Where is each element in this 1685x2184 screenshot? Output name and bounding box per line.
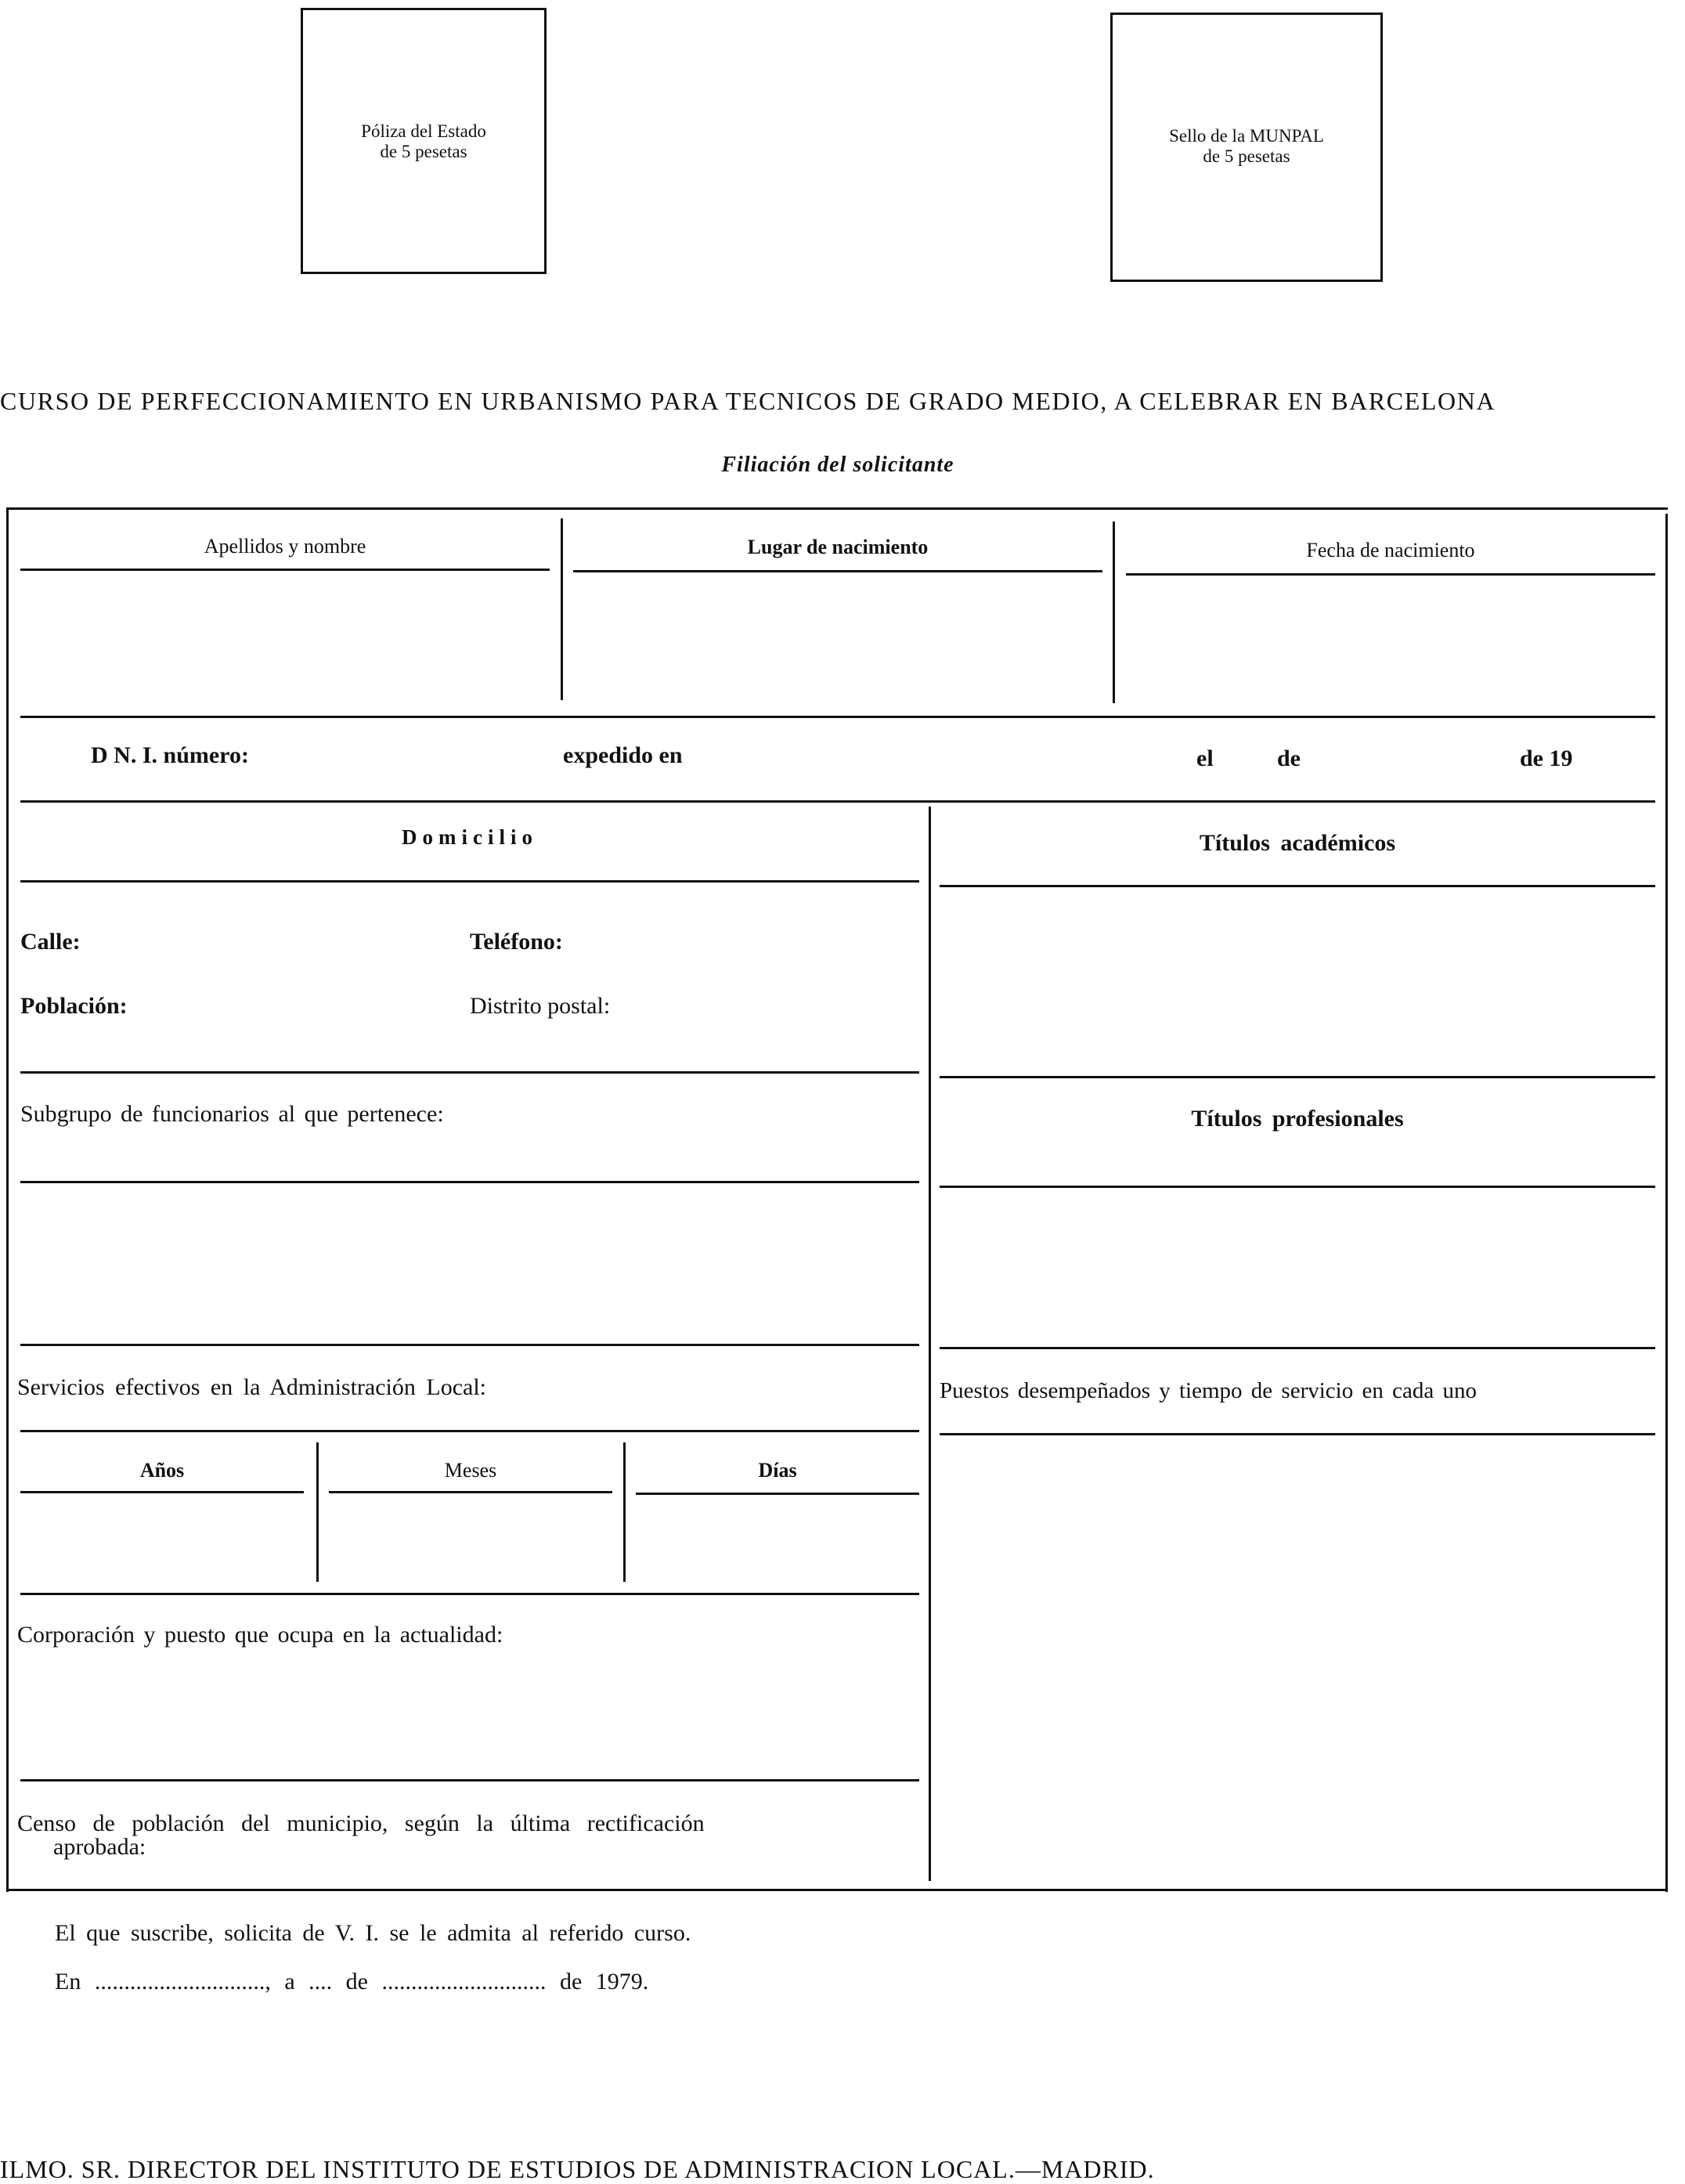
label-distrito-postal: Distrito postal: <box>470 993 611 1019</box>
row1-divider-1 <box>561 518 563 700</box>
stamp-box-left <box>301 8 547 274</box>
label-titulos-academicos: Títulos académicos <box>1199 830 1396 856</box>
fecha-underline <box>1126 573 1655 576</box>
titulos-academicos-bottom-line <box>940 1076 1655 1078</box>
label-calle: Calle: <box>20 929 81 955</box>
label-de: de <box>1277 745 1301 771</box>
form-subtitle: Filiación del solicitante <box>721 453 954 477</box>
titulos-profesionales-bottom-line <box>940 1347 1655 1349</box>
row2-bottom-line <box>20 800 1655 803</box>
domicilio-bottom-line <box>20 1071 919 1074</box>
servicios-bottom-line <box>20 1593 919 1595</box>
row1-bottom-line <box>20 716 1655 718</box>
anos-underline <box>20 1491 304 1493</box>
stamp-left-line-1: Póliza del Estado <box>361 121 486 141</box>
frame-top-border <box>6 507 1668 510</box>
label-lugar-nacimiento: Lugar de nacimiento <box>747 536 929 558</box>
stamp-left-line-2: de 5 pesetas <box>380 142 467 161</box>
titulos-profesionales-underline <box>940 1186 1655 1188</box>
solicita-text: El que suscribe, solicita de V. I. se le admita al referido curso. <box>55 1920 691 1946</box>
puestos-underline <box>940 1433 1655 1435</box>
apellidos-underline <box>20 569 550 571</box>
label-dni: D N. I. número: <box>91 742 249 768</box>
label-telefono: Teléfono: <box>470 929 563 955</box>
subgrupo-bottom-line <box>20 1344 919 1346</box>
row1-divider-2 <box>1113 522 1115 703</box>
frame-left-border <box>6 507 9 1892</box>
label-apellidos: Apellidos y nombre <box>204 535 366 558</box>
label-fecha-nacimiento: Fecha de nacimiento <box>1306 539 1475 561</box>
label-dias: Días <box>758 1459 797 1482</box>
meses-underline <box>329 1491 612 1493</box>
label-censo-line-2: aprobada: <box>53 1834 146 1860</box>
label-expedido: expedido en <box>563 742 683 768</box>
subgrupo-underline <box>20 1181 919 1183</box>
frame-right-border <box>1665 514 1668 1892</box>
corporacion-bottom-line <box>20 1779 919 1781</box>
label-anos: Años <box>139 1459 185 1482</box>
servicios-underline <box>20 1430 919 1432</box>
course-title: CURSO DE PERFECCIONAMIENTO EN URBANISMO PARA TECNICOS DE GRADO MEDIO, A CELEBRAR EN BARCELONA <box>0 387 1496 415</box>
frame-bottom-border <box>6 1889 1668 1891</box>
titulos-academicos-underline <box>940 885 1655 887</box>
servicios-divider-2 <box>623 1442 626 1582</box>
label-poblacion: Población: <box>20 993 128 1019</box>
lugar-underline <box>573 570 1102 572</box>
label-de-19: de 19 <box>1520 745 1573 771</box>
label-titulos-profesionales: Títulos profesionales <box>1191 1106 1404 1132</box>
stamp-right-line-2: de 5 pesetas <box>1203 146 1290 166</box>
lugar-fecha-line: En ............................., a .... de ............................ de 1979. <box>55 1969 649 1994</box>
label-puestos: Puestos desempeñados y tiempo de servicio en cada uno <box>940 1378 1477 1403</box>
label-meses: Meses <box>444 1459 497 1482</box>
label-servicios: Servicios efectivos en la Administración Local: <box>17 1374 487 1400</box>
stamp-right-line-1: Sello de la MUNPAL <box>1169 126 1324 146</box>
label-censo-line-1: Censo de población del municipio, según la última rectificación <box>17 1810 705 1836</box>
label-domicilio: Domicilio <box>402 825 538 849</box>
servicios-divider-1 <box>316 1442 319 1582</box>
label-corporacion: Corporación y puesto que ocupa en la actualidad: <box>17 1622 503 1648</box>
label-subgrupo: Subgrupo de funcionarios al que pertenece: <box>20 1101 444 1127</box>
center-divider <box>929 807 931 1881</box>
dias-underline <box>636 1493 919 1495</box>
stamp-box-right <box>1110 13 1383 282</box>
addressee: ILMO. SR. DIRECTOR DEL INSTITUTO DE ESTUDIOS DE ADMINISTRACION LOCAL.—MADRID. <box>0 2155 1155 2183</box>
label-el: el <box>1196 745 1214 771</box>
domicilio-underline <box>20 880 919 883</box>
